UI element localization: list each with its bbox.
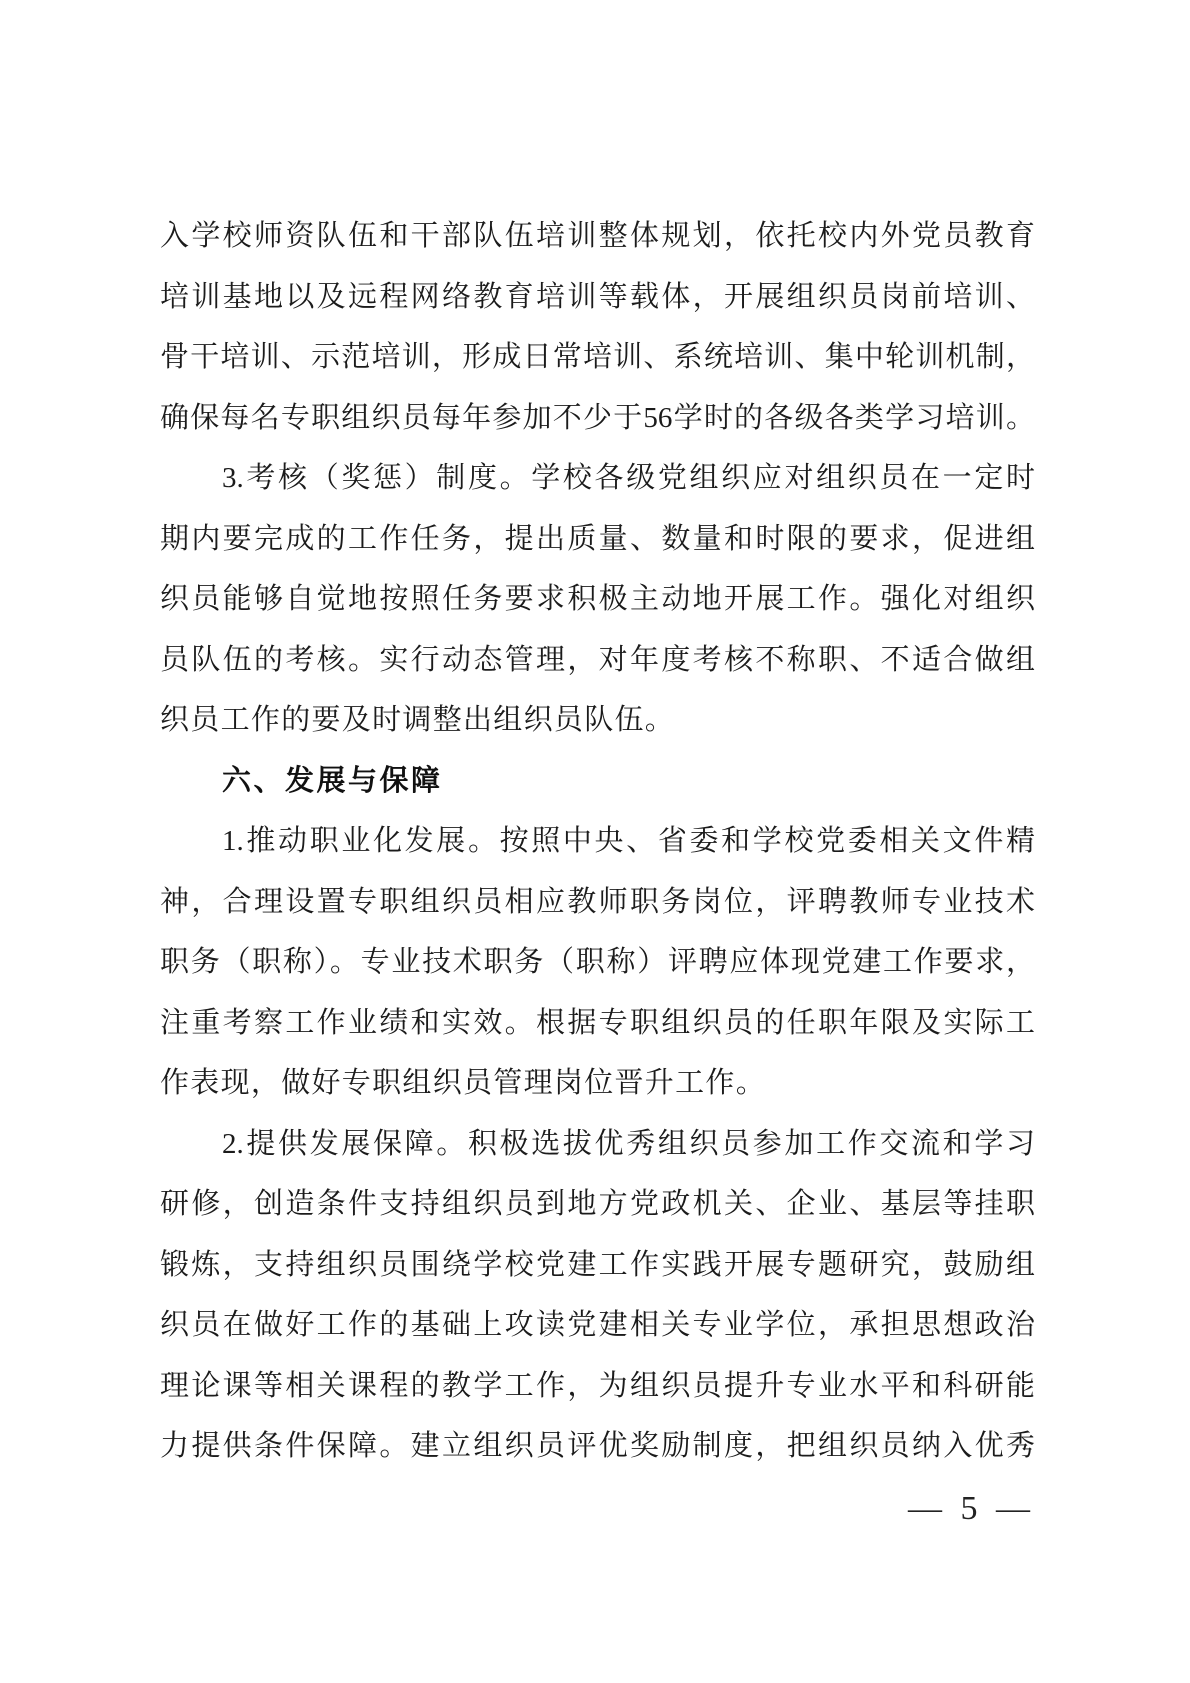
section-heading: 六、发展与保障	[222, 764, 443, 797]
body-line: 理论课等相关课程的教学工作，为组织员提升专业水平和科研能	[160, 1369, 1035, 1402]
paragraph-start-line: 3.考核（奖惩）制度。学校各级党组织应对组织员在一定时	[222, 462, 1035, 494]
body-line: 研修，创造条件支持组织员到地方党政机关、企业、基层等挂职	[160, 1188, 1035, 1220]
body-line: 职务（职称）。专业技术职务（职称）评聘应体现党建工作要求，	[160, 946, 1035, 978]
body-line: 力提供条件保障。建立组织员评优奖励制度，把组织员纳入优秀	[160, 1430, 1035, 1462]
body-line: 期内要完成的工作任务，提出质量、数量和时限的要求，促进组	[160, 522, 1035, 555]
paragraph-start-line: 1.推动职业化发展。按照中央、省委和学校党委相关文件精	[222, 825, 1035, 857]
body-line: 入学校师资队伍和干部队伍培训整体规划，依托校内外党员教育	[160, 220, 1035, 252]
body-line: 注重考察工作业绩和实效。根据专职组织员的任职年限及实际工	[160, 1006, 1035, 1039]
paragraph-end-line: 织员工作的要及时调整出组织员队伍。	[160, 704, 676, 736]
document-body	[160, 206, 1035, 1477]
body-line: 织员能够自觉地按照任务要求积极主动地开展工作。强化对组织	[160, 583, 1035, 615]
body-line: 锻炼，支持组织员围绕学校党建工作实践开展专题研究，鼓励组	[160, 1248, 1035, 1281]
body-line: 神，合理设置专职组织员相应教师职务岗位，评聘教师专业技术	[160, 885, 1035, 918]
body-line: 员队伍的考核。实行动态管理，对年度考核不称职、不适合做组	[160, 643, 1035, 676]
body-line: 确保每名专职组织员每年参加不少于56学时的各级各类学习培训。	[160, 401, 1035, 434]
body-line: 培训基地以及远程网络教育培训等载体，开展组织员岗前培训、	[160, 280, 1035, 313]
paragraph-end-line: 作表现，做好专职组织员管理岗位晋升工作。	[160, 1067, 767, 1099]
body-line: 骨干培训、示范培训，形成日常培训、系统培训、集中轮训机制，	[160, 341, 1035, 373]
body-line: 织员在做好工作的基础上攻读党建相关专业学位，承担思想政治	[160, 1309, 1035, 1341]
paragraph-start-line: 2.提供发展保障。积极选拔优秀组织员参加工作交流和学习	[222, 1127, 1035, 1160]
page-number: — 5 —	[908, 1490, 1035, 1527]
